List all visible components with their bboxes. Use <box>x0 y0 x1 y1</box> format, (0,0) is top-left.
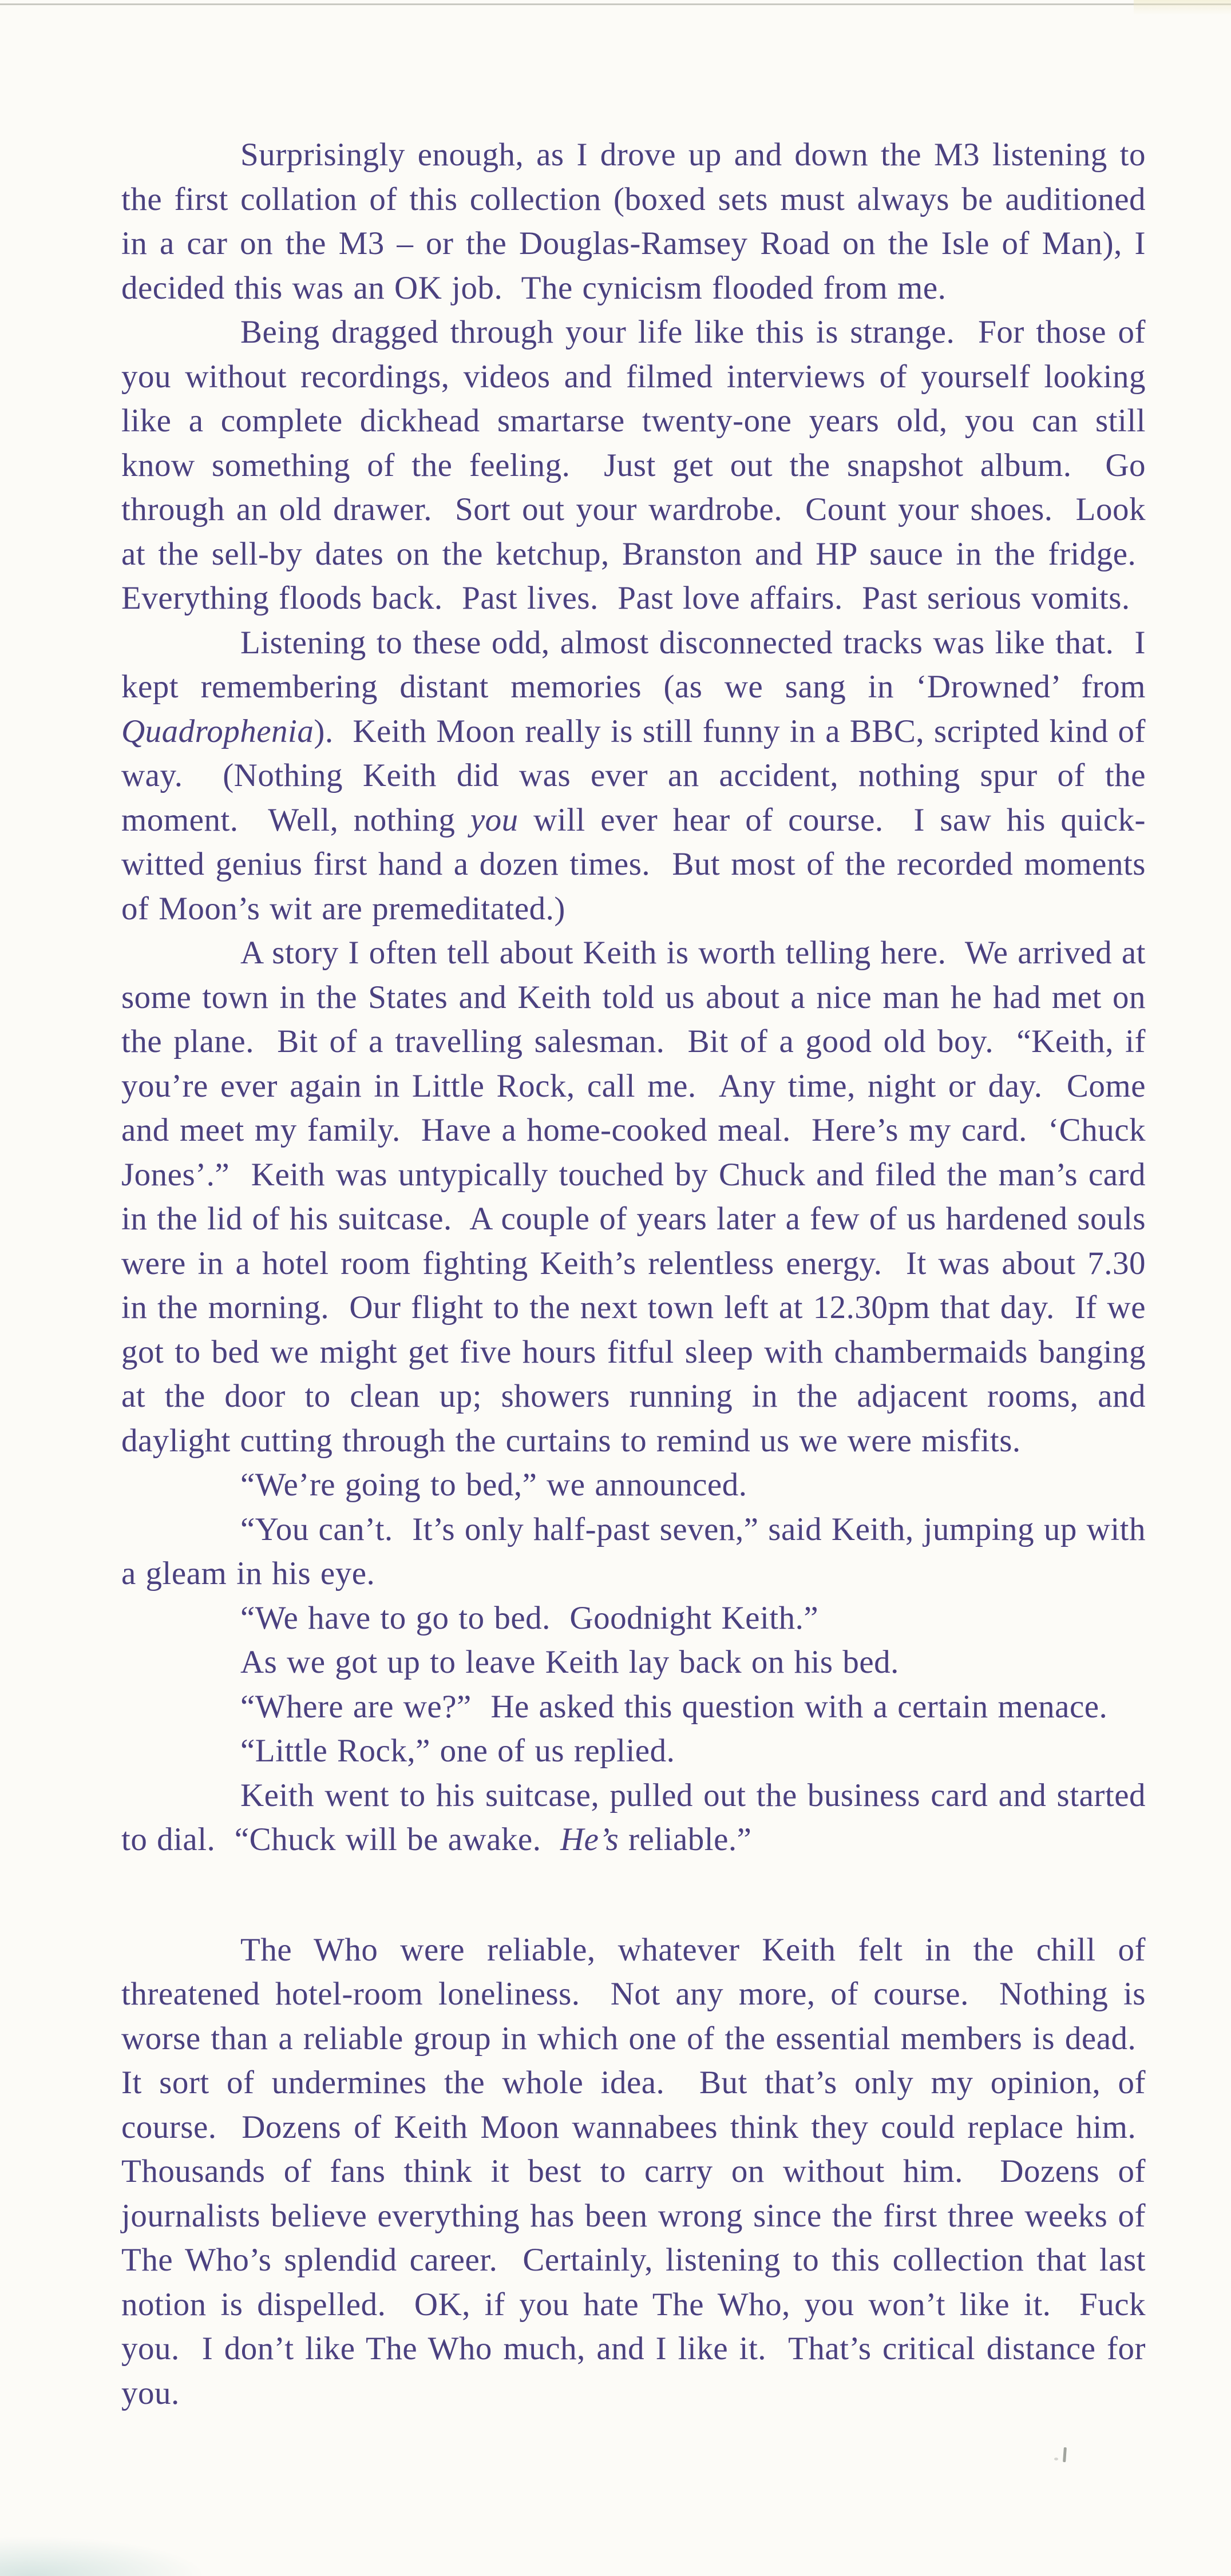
text-run: Surprisingly enough, as I drove up and down the M3 listening to the first collation of this collection (boxed sets must always be auditioned in a car on the M3 – or the Douglas-Ramsey Road on the Isle of Man), I decided this was an OK job. The cynicism flooded from me. <box>121 137 1146 306</box>
scan-edge-line <box>0 3 1231 5</box>
italic-text-run: He’s <box>560 1821 619 1857</box>
text-run: Keith went to his suitcase, pulled out the business card and started to dial. “Chuck will be awake. <box>121 1777 1146 1857</box>
paragraph <box>121 1596 1146 1641</box>
scan-smudge <box>0 2536 206 2576</box>
paragraph <box>121 1640 1146 1685</box>
paragraph <box>121 1928 1146 2416</box>
paragraph <box>121 310 1146 621</box>
text-run: reliable.” <box>619 1821 752 1857</box>
text-run: ). Keith Moon really is still funny in a BBC, scripted kind of way. (Nothing Keith did was ever an accident, nothing spur of the moment. Well, nothing <box>121 713 1146 838</box>
scan-tick-mark <box>1063 2447 1067 2462</box>
text-run: “We have to go to bed. Goodnight Keith.” <box>240 1599 819 1636</box>
italic-text-run: you <box>470 801 518 838</box>
text-run: A story I often tell about Keith is worth telling here. We arrived at some town in the States and Keith told us about a nice man he had met on the plane. Bit of a travelling salesman. Bit of a good old boy. “Keith, if you’re ever again in Little Rock, call me. Any time, night or day. Come and meet my family. Have a home-cooked meal. Here’s my card. ‘Chuck Jones’.” Keith was untypically touched by Chuck and filed the man’s card in the lid of his suitcase. A couple of years later a few of us hardened souls were in a hotel room fighting Keith’s relentless energy. It was about 7.30 in the morning. Our flight to the next town left at 12.30pm that day. If we got to bed we might get five hours fitful sleep with chambermaids banging at the door to clean up; showers running in the adjacent rooms, and daylight cutting through the curtains to remind us we were misfits. <box>121 935 1146 1459</box>
paragraph <box>121 1773 1146 1862</box>
text-run: As we got up to leave Keith lay back on his bed. <box>240 1644 899 1680</box>
paragraph <box>121 931 1146 1463</box>
text-run: “You can’t. It’s only half-past seven,” said Keith, jumping up with a gleam in his eye. <box>121 1511 1146 1591</box>
paragraph <box>121 1729 1146 1773</box>
scan-corner-tint <box>1134 0 1231 15</box>
text-run: “Where are we?” He asked this question with a certain menace. <box>240 1688 1108 1725</box>
italic-text-run: Quadrophenia <box>121 713 314 749</box>
paragraph <box>121 1685 1146 1729</box>
paragraph <box>121 1463 1146 1507</box>
text-run: The Who were reliable, whatever Keith felt in the chill of threatened hotel-room loneliness. Not any more, of course. Nothing is worse than a reliable group in which one of the essential members is dead. It sort of undermines the whole idea. But that’s only my opinion, of course. Dozens of Keith Moon wannabees think they could replace him. Thousands of fans think it best to carry on without him. Dozens of journalists believe everything has been wrong since the first three weeks of The Who’s splendid career. Certainly, listening to this collection that last notion is dispelled. OK, if you hate The Who, you won’t like it. Fuck you. I don’t like The Who much, and I like it. That’s critical distance for you. <box>121 1931 1146 2411</box>
text-run: Being dragged through your life like this is strange. For those of you without recordings, videos and filmed interviews of yourself looking like a complete dickhead smartarse twenty-one years old, you can still know something of the feeling. Just get out the snapshot album. Go through an old drawer. Sort out your wardrobe. Count your shoes. Look at the sell-by dates on the ketchup, Branston and HP sauce in the fridge. Everything floods back. Past lives. Past love affairs. Past serious vomits. <box>121 314 1146 616</box>
text-run: will ever hear of course. I saw his quick-witted genius first hand a dozen times. But most of the recorded moments of Moon’s wit are premeditated.) <box>121 801 1146 927</box>
text-run: “We’re going to bed,” we announced. <box>240 1467 747 1503</box>
text-run: Listening to these odd, almost disconnected tracks was like that. I kept remembering distant memories (as we sang in ‘Drowned’ from <box>121 624 1146 705</box>
paragraph <box>121 621 1146 931</box>
paragraph <box>121 133 1146 310</box>
liner-notes-text-block <box>121 133 1146 2415</box>
scan-dot-mark <box>1054 2458 1058 2460</box>
paragraph <box>121 1507 1146 1596</box>
text-run: “Little Rock,” one of us replied. <box>240 1733 675 1769</box>
